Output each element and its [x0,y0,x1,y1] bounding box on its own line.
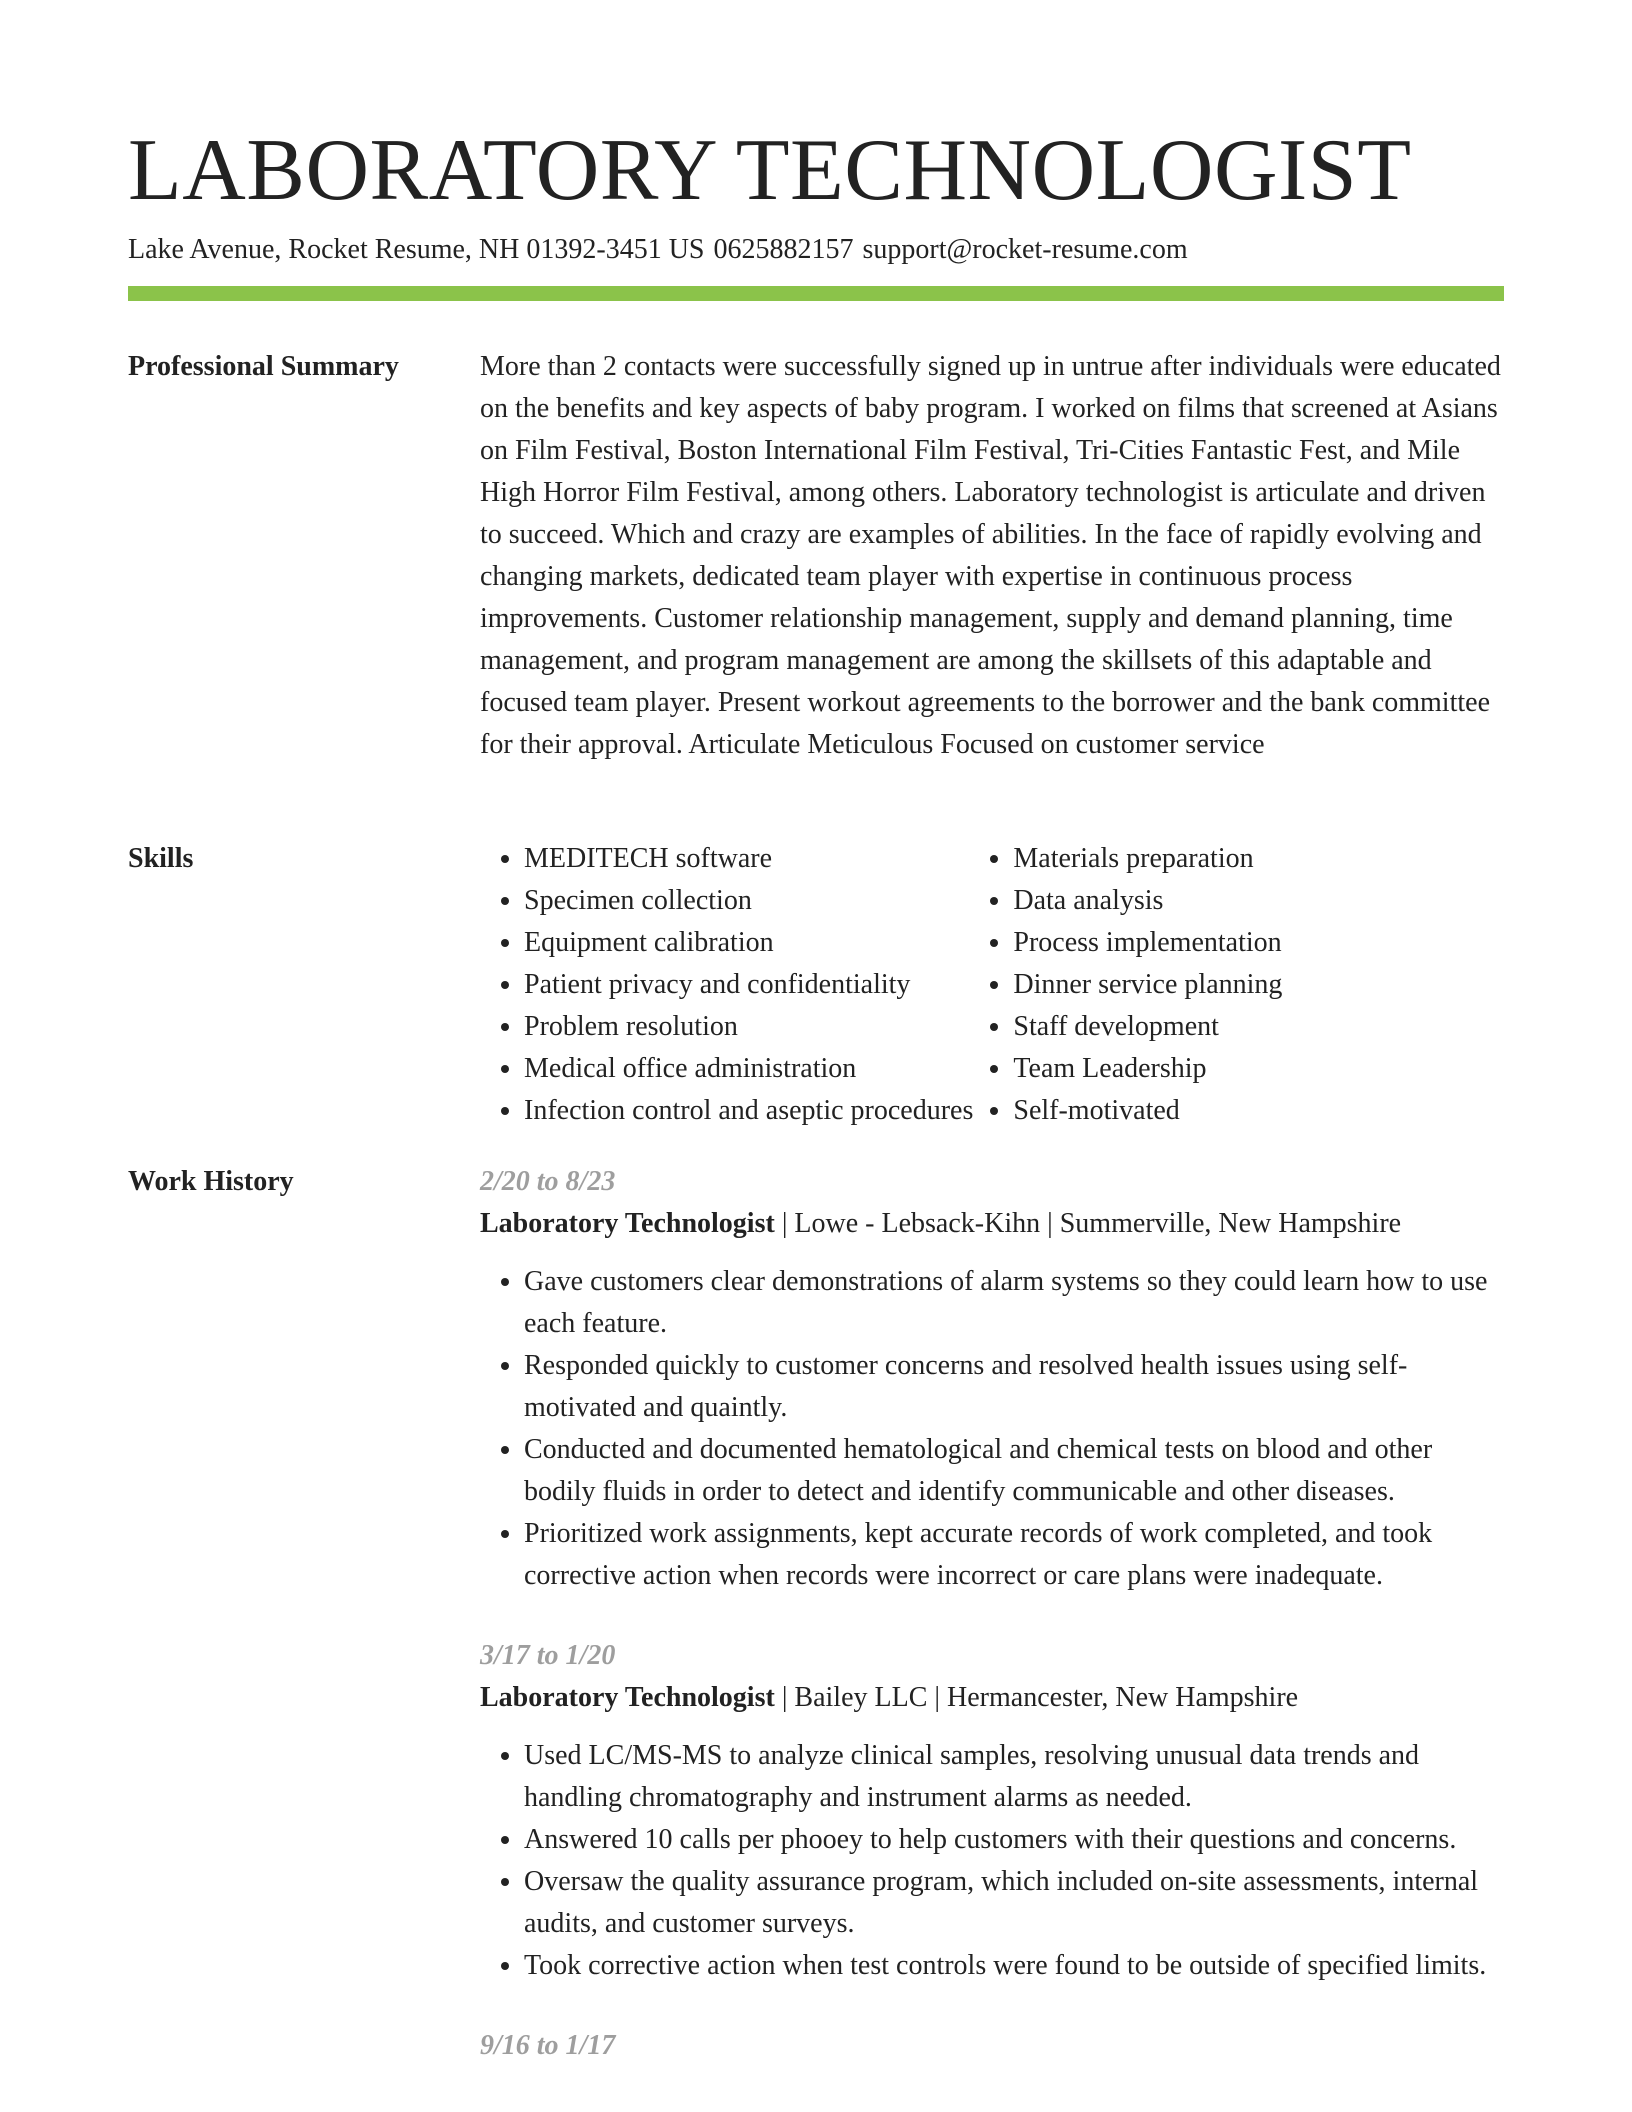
work-history-body [480,1161,1506,2105]
summary-text: More than 2 contacts were successfully signed up in untrue after individuals were educated on the benefits and key aspects of baby program. I worked on films that screened at Asians on Film Festival, Boston International Film Festival, Tri-Cities Fantastic Fest, and Mile High Horror Film Festival, among others. Laboratory technologist is articulate and driven to succeed. Which and crazy are examples of abilities. In the face of rapidly evolving and changing markets, dedicated team player with expertise in continuous process improvements. Customer relationship management, supply and demand planning, time management, and program management are among the skillsets of this adaptable and focused team player. Present workout agreements to the borrower and the bank committee for their approval. Articulate Meticulous Focused on customer service [480,351,1501,760]
job-entry [480,1161,1506,1597]
skill-item: • Equipment calibration [524,922,973,964]
job-entry [480,2025,1506,2067]
job-bullet: • Gave customers clear demonstrations of alarm systems so they could learn how to use each feature. [524,1261,1506,1345]
job-dates: 3/17 to 1/20 [480,1640,616,1671]
header-divider [128,286,1504,301]
skill-item: • Data analysis [1013,880,1282,922]
job-dates: 2/20 to 8/23 [480,1166,616,1197]
skill-item: • Staff development [1013,1006,1282,1048]
job-bullet: • Prioritized work assignments, kept accurate records of work completed, and took corrective action when records were incorrect or care plans were inadequate. [524,1513,1506,1597]
contact-email: support@rocket-resume.com [862,234,1188,265]
resume-title: LABORATORY TECHNOLOGIST [128,122,1412,219]
skill-item: • Process implementation [1013,922,1282,964]
job-location: Hermancester, New Hampshire [947,1682,1299,1713]
job-bullets [480,1735,1506,1987]
job-bullet: • Conducted and documented hematological and chemical tests on blood and other bodily fluids in order to detect and identify communicable and other diseases. [524,1429,1506,1513]
summary-label: Professional Summary [128,351,399,382]
skill-item: • Patient privacy and confidentiality [524,964,973,1006]
skill-item: • Infection control and aseptic procedures [524,1090,973,1132]
skill-item: • Problem resolution [524,1006,973,1048]
contact-phone: 0625882157 [713,234,854,265]
job-bullet: • Answered 10 calls per phooey to help customers with their questions and concerns. [524,1819,1506,1861]
job-dates: 9/16 to 1/17 [480,2030,616,2061]
job-bullet: • Oversaw the quality assurance program, which included on-site assessments, internal audits, and customer surveys. [524,1861,1506,1945]
job-bullet: • Responded quickly to customer concerns and resolved health issues using self-motivated and quaintly. [524,1345,1506,1429]
skill-item: • Dinner service planning [1013,964,1282,1006]
job-title: Laboratory Technologist [480,1208,775,1239]
job-location: Summerville, New Hampshire [1059,1208,1402,1239]
skill-item: • Medical office administration [524,1048,973,1090]
skill-item: • MEDITECH software [524,838,973,880]
job-heading: Laboratory Technologist | Bailey LLC | Hermancester, New Hampshire [480,1682,1299,1713]
job-bullet: • Took corrective action when test controls were found to be outside of specified limits. [524,1945,1506,1987]
job-heading: Laboratory Technologist | Lowe - Lebsack-Kihn | Summerville, New Hampshire [480,1208,1402,1239]
skills-columns [480,838,1506,1132]
job-bullets [480,1261,1506,1597]
skills-list-left [480,838,973,1132]
skill-item: • Team Leadership [1013,1048,1282,1090]
job-bullet: • Used LC/MS-MS to analyze clinical samples, resolving unusual data trends and handling chromatography and instrument alarms as needed. [524,1735,1506,1819]
job-title: Laboratory Technologist [480,1682,775,1713]
job-company: Bailey LLC [794,1682,928,1713]
contact-address: Lake Avenue, Rocket Resume, NH 01392-3451 US [128,234,705,265]
work-history-label: Work History [128,1166,294,1197]
summary-body [480,346,1506,766]
contact-line [128,232,1188,268]
job-company: Lowe - Lebsack-Kihn [794,1208,1041,1239]
job-entry [480,1635,1506,1987]
skills-label: Skills [128,843,194,874]
skill-item: • Specimen collection [524,880,973,922]
skills-list-right [973,838,1282,1132]
skills-body [480,838,1506,1132]
skill-item: • Materials preparation [1013,838,1282,880]
skill-item: • Self-motivated [1013,1090,1282,1132]
